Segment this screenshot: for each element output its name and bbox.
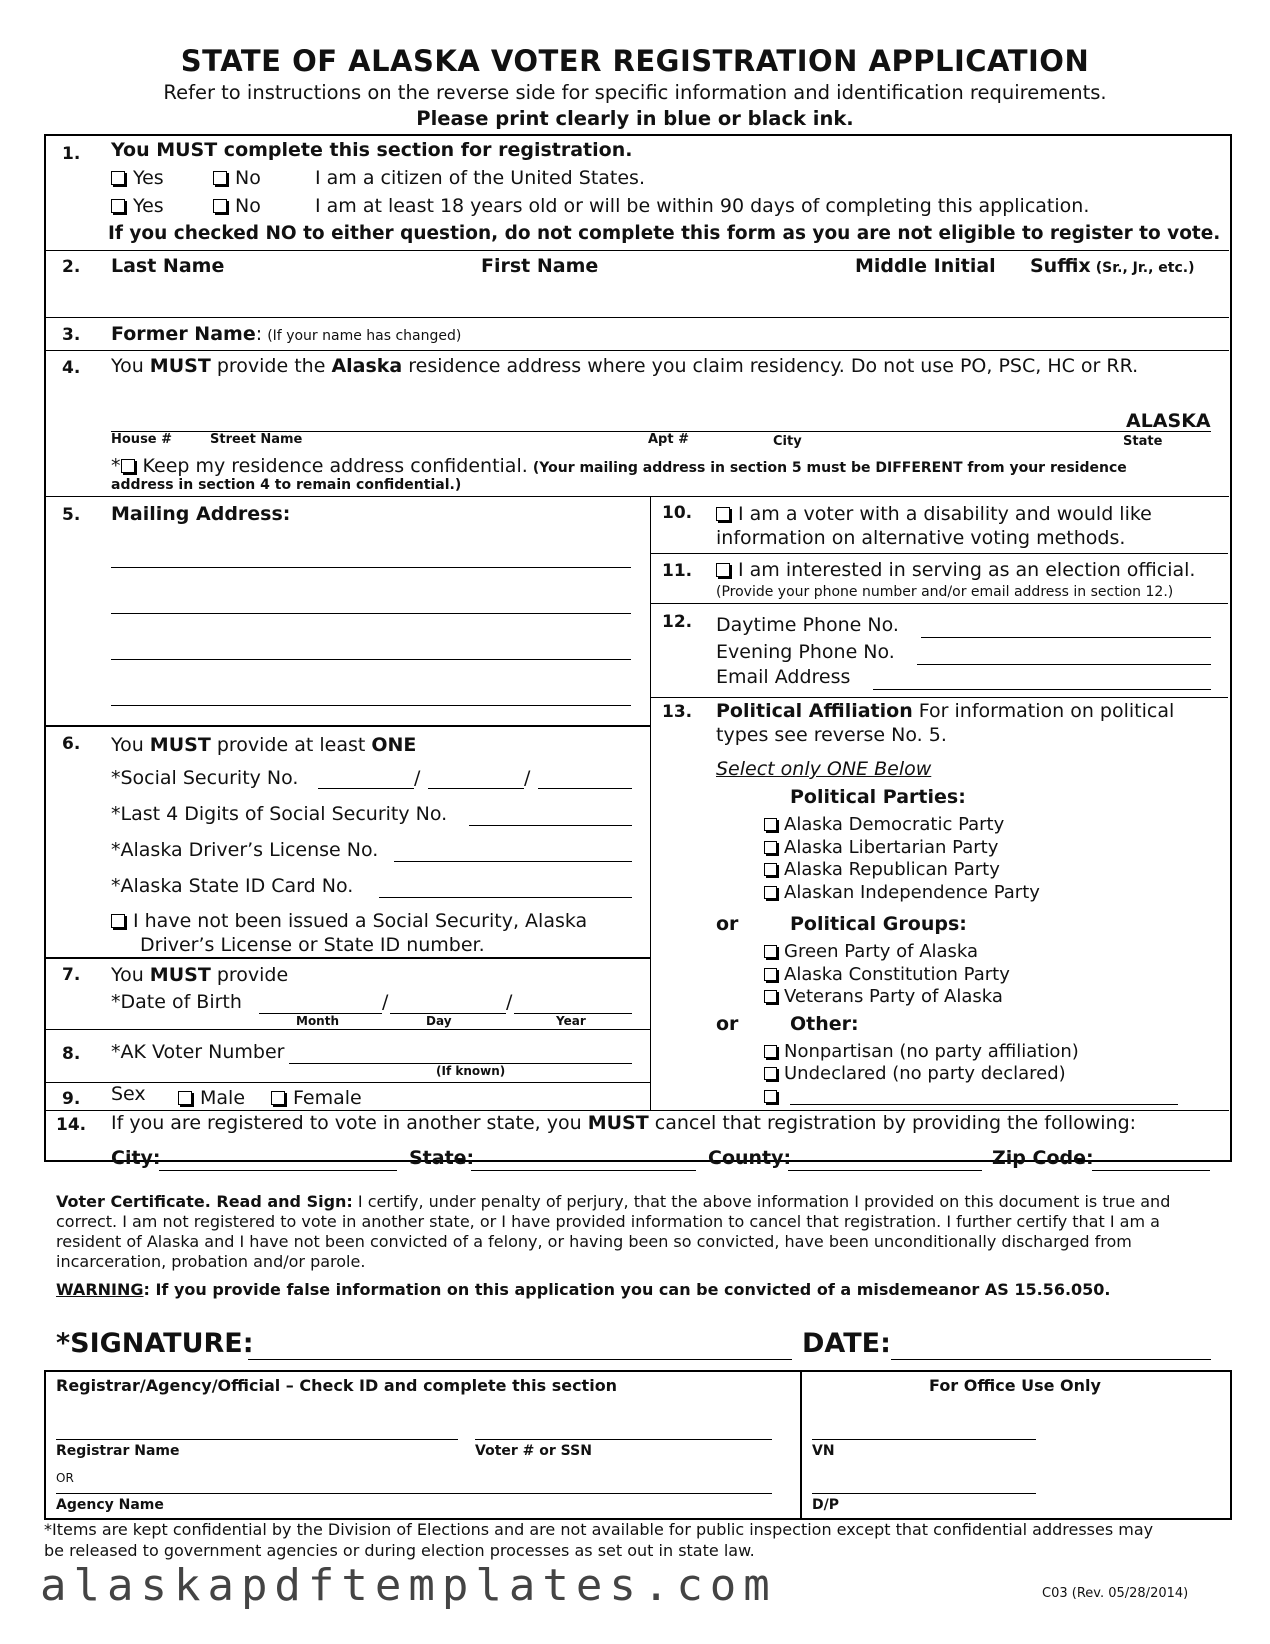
checkbox-icon[interactable] bbox=[764, 990, 777, 1003]
daytime-phone-field[interactable] bbox=[921, 637, 1211, 638]
divider bbox=[45, 1029, 650, 1030]
group-option[interactable]: Green Party of Alaska bbox=[764, 941, 978, 962]
confidential-footnote: *Items are kept confidential by the Division of Elections and are not available for public inspection except that confidential addresses may bbox=[44, 1520, 1154, 1539]
dp-label: D/P bbox=[812, 1497, 839, 1513]
voter-number-label: *AK Voter Number bbox=[111, 1041, 285, 1063]
section-number: 12. bbox=[662, 612, 693, 632]
other-heading: Other: bbox=[790, 1013, 859, 1035]
print-note: Please print clearly in blue or black ink. bbox=[416, 107, 854, 130]
ssn-label: *Social Security No. bbox=[111, 767, 299, 789]
vn-label: VN bbox=[812, 1443, 835, 1459]
section-number: 11. bbox=[662, 561, 693, 581]
section-number: 7. bbox=[62, 965, 81, 985]
year-label: Year bbox=[556, 1014, 586, 1028]
other-state-label: State: bbox=[409, 1147, 475, 1169]
state-value: ALASKA bbox=[1126, 410, 1211, 432]
agency-name-label: Agency Name bbox=[56, 1497, 164, 1513]
divider bbox=[45, 317, 1229, 318]
apt-label: Apt # bbox=[648, 432, 689, 447]
vn-field[interactable] bbox=[812, 1439, 1036, 1440]
party-option[interactable]: Alaska Republican Party bbox=[764, 859, 1000, 880]
sex-label: Sex bbox=[111, 1083, 146, 1105]
section-number: 2. bbox=[62, 257, 81, 277]
suffix-label: Suffix (Sr., Jr., etc.) bbox=[1030, 255, 1195, 277]
affiliation-heading: Political Affiliation For information on political bbox=[716, 700, 1175, 722]
confidential-footnote-cont: be released to government agencies or during election processes as set out in state law. bbox=[44, 1541, 755, 1560]
confidential-note: address in section 4 to remain confidential.) bbox=[111, 477, 462, 493]
group-option[interactable]: Alaska Constitution Party bbox=[764, 964, 1010, 985]
sex-male[interactable]: Male bbox=[178, 1087, 245, 1109]
other-zip-label: Zip Code: bbox=[992, 1147, 1094, 1169]
registrar-heading: Registrar/Agency/Official – Check ID and complete this section bbox=[56, 1376, 618, 1395]
affiliation-note: types see reverse No. 5. bbox=[716, 724, 947, 746]
checkbox-icon[interactable] bbox=[213, 171, 227, 185]
former-name-label: Former Name: (If your name has changed) bbox=[111, 323, 462, 345]
divider bbox=[45, 725, 650, 727]
slash: / bbox=[382, 991, 389, 1013]
election-official-option[interactable]: I am interested in serving as an election official. bbox=[716, 559, 1195, 581]
form-subtitle: Refer to instructions on the reverse side for specific information and identification requirements. bbox=[163, 81, 1107, 104]
checkbox-icon[interactable] bbox=[121, 459, 135, 473]
slash: / bbox=[414, 767, 421, 789]
revision-label: C03 (Rev. 05/28/2014) bbox=[1042, 1586, 1189, 1601]
political-parties-heading: Political Parties: bbox=[790, 786, 966, 808]
other-option[interactable]: Nonpartisan (no party affiliation) bbox=[764, 1041, 1079, 1062]
no-id-option-cont: Driver’s License or State ID number. bbox=[140, 934, 485, 956]
checkbox-icon[interactable] bbox=[716, 507, 730, 521]
state-id-label: *Alaska State ID Card No. bbox=[111, 875, 354, 897]
disability-option-cont: information on alternative voting methods. bbox=[716, 527, 1126, 549]
mailing-address-line-1[interactable] bbox=[111, 567, 631, 568]
divider bbox=[45, 496, 1229, 497]
ssn-part-3[interactable] bbox=[538, 788, 632, 789]
month-label: Month bbox=[296, 1014, 340, 1028]
other-county-label: County: bbox=[708, 1147, 792, 1169]
age-no[interactable]: No bbox=[213, 195, 261, 217]
other-state-instruction: If you are registered to vote in another state, you MUST cancel that registration by providing the following: bbox=[111, 1112, 1137, 1134]
drivers-license-label: *Alaska Driver’s License No. bbox=[111, 839, 379, 861]
residence-instruction: You MUST provide the Alaska residence address where you claim residency. Do not use PO, PSC, HC or RR. bbox=[111, 355, 1139, 377]
middle-initial-label: Middle Initial bbox=[855, 255, 996, 277]
city-label: City bbox=[773, 434, 802, 449]
warning-text: WARNING: If you provide false information on this application you can be convicted of a misdemeanor AS 15.56.050. bbox=[56, 1280, 1111, 1299]
id-instruction: You MUST provide at least ONE bbox=[111, 734, 417, 756]
other-write-in-field[interactable] bbox=[790, 1104, 1178, 1105]
checkbox-icon[interactable] bbox=[764, 945, 777, 958]
registrar-name-label: Registrar Name bbox=[56, 1443, 180, 1459]
checkbox-icon[interactable] bbox=[764, 863, 777, 876]
section-number: 3. bbox=[62, 325, 81, 345]
checkbox-icon[interactable] bbox=[764, 1090, 777, 1103]
dob-instruction: You MUST provide bbox=[111, 964, 289, 986]
section1-heading: You MUST complete this section for registration. bbox=[111, 139, 633, 161]
section-number: 8. bbox=[62, 1044, 81, 1064]
slash: / bbox=[524, 767, 531, 789]
voter-ssn-label: Voter # or SSN bbox=[475, 1443, 592, 1459]
divider bbox=[45, 350, 1229, 351]
section-number: 6. bbox=[62, 734, 81, 754]
drivers-license-field[interactable] bbox=[394, 861, 632, 862]
checkbox-icon[interactable] bbox=[111, 171, 125, 185]
election-official-note: (Provide your phone number and/or email address in section 12.) bbox=[716, 584, 1174, 600]
voter-certificate: Voter Certificate. Read and Sign: I certify, under penalty of perjury, that the above information I provided on this document is true and correct. I am not registered to vote in another state, or I have provided information to cancel that registration. I further certify that I am a resident of Alaska and I have not been convicted of a felony, or having been so convicted, have been unconditionally discharged from incarceration, probation and/or parole. bbox=[56, 1192, 1171, 1271]
checkbox-icon[interactable] bbox=[111, 914, 125, 928]
email-label: Email Address bbox=[716, 666, 851, 688]
other-city-label: City: bbox=[111, 1147, 161, 1169]
dob-label: *Date of Birth bbox=[111, 991, 242, 1013]
citizen-no[interactable]: No bbox=[213, 167, 261, 189]
or-label: or bbox=[716, 1013, 739, 1035]
other-write-in-option[interactable] bbox=[764, 1086, 784, 1107]
office-use-heading: For Office Use Only bbox=[929, 1376, 1101, 1395]
form-title: STATE OF ALASKA VOTER REGISTRATION APPLICATION bbox=[180, 44, 1090, 78]
divider bbox=[650, 553, 1228, 554]
street-label: Street Name bbox=[210, 432, 303, 447]
ssn4-field[interactable] bbox=[469, 825, 632, 826]
divider bbox=[650, 603, 1228, 604]
other-option[interactable]: Undeclared (no party declared) bbox=[764, 1063, 1066, 1084]
mailing-address-label: Mailing Address: bbox=[111, 503, 291, 525]
citizen-question: I am a citizen of the United States. bbox=[315, 167, 645, 189]
section-number: 9. bbox=[62, 1089, 81, 1109]
registrar-name-field[interactable] bbox=[56, 1439, 458, 1440]
checkbox-icon[interactable] bbox=[111, 199, 125, 213]
signature-field[interactable] bbox=[248, 1359, 792, 1360]
party-option[interactable]: Alaskan Independence Party bbox=[764, 882, 1040, 903]
if-known-note: (If known) bbox=[436, 1064, 506, 1078]
divider bbox=[45, 250, 1229, 251]
checkbox-icon[interactable] bbox=[764, 841, 777, 854]
email-field[interactable] bbox=[873, 689, 1211, 690]
agency-name-field[interactable] bbox=[56, 1493, 772, 1494]
state-label: State bbox=[1123, 434, 1163, 449]
checkbox-icon[interactable] bbox=[764, 1045, 777, 1058]
day-label: Day bbox=[426, 1014, 452, 1028]
section-number: 4. bbox=[62, 358, 81, 378]
site-watermark: alaskapdftemplates.com bbox=[40, 1560, 777, 1611]
divider bbox=[45, 957, 650, 959]
house-label: House # bbox=[111, 432, 173, 447]
political-groups-heading: Political Groups: bbox=[790, 913, 967, 935]
disability-option[interactable]: I am a voter with a disability and would like bbox=[716, 503, 1152, 525]
checkbox-icon[interactable] bbox=[764, 1067, 777, 1080]
section-number: 14. bbox=[56, 1115, 87, 1135]
state-id-field[interactable] bbox=[379, 897, 632, 898]
last-name-label: Last Name bbox=[111, 255, 225, 277]
evening-phone-label: Evening Phone No. bbox=[716, 641, 895, 663]
voter-ssn-field[interactable] bbox=[475, 1439, 772, 1440]
ssn4-label: *Last 4 Digits of Social Security No. bbox=[111, 803, 448, 825]
other-zip-field[interactable] bbox=[1092, 1170, 1210, 1171]
section-number: 13. bbox=[662, 702, 693, 722]
date-label: DATE: bbox=[802, 1328, 891, 1359]
section-number: 1. bbox=[62, 144, 81, 164]
daytime-phone-label: Daytime Phone No. bbox=[716, 614, 899, 636]
checkbox-icon[interactable] bbox=[213, 199, 227, 213]
citizen-yes[interactable]: Yes bbox=[111, 167, 164, 189]
or-label: OR bbox=[56, 1471, 74, 1485]
age-question: I am at least 18 years old or will be within 90 days of completing this application. bbox=[315, 195, 1090, 217]
eligibility-warning: If you checked NO to either question, do not complete this form as you are not eligible to register to vote. bbox=[108, 223, 1221, 244]
ssn-part-2[interactable] bbox=[428, 788, 524, 789]
section-number: 5. bbox=[62, 505, 81, 525]
first-name-label: First Name bbox=[481, 255, 599, 277]
other-county-field[interactable] bbox=[788, 1170, 982, 1171]
select-one-note: Select only ONE Below bbox=[716, 758, 932, 780]
dp-field[interactable] bbox=[812, 1493, 1036, 1494]
slash: / bbox=[506, 991, 513, 1013]
column-divider bbox=[650, 496, 651, 1110]
other-state-field[interactable] bbox=[471, 1170, 696, 1171]
sex-female[interactable]: Female bbox=[271, 1087, 362, 1109]
party-option[interactable]: Alaska Libertarian Party bbox=[764, 837, 998, 858]
checkbox-icon[interactable] bbox=[271, 1091, 285, 1105]
mailing-address-line-2[interactable] bbox=[111, 613, 631, 614]
checkbox-icon[interactable] bbox=[178, 1091, 192, 1105]
other-city-field[interactable] bbox=[159, 1170, 397, 1171]
checkbox-icon[interactable] bbox=[764, 886, 777, 899]
checkbox-icon[interactable] bbox=[764, 818, 777, 831]
divider bbox=[45, 1110, 1229, 1111]
confidential-option[interactable]: * Keep my residence address confidential. (Your mailing address in section 5 must be DIFFERENT from your residence bbox=[111, 455, 1127, 477]
checkbox-icon[interactable] bbox=[716, 563, 730, 577]
or-label: or bbox=[716, 913, 739, 935]
evening-phone-field[interactable] bbox=[917, 664, 1211, 665]
checkbox-icon[interactable] bbox=[764, 968, 777, 981]
mailing-address-line-4[interactable] bbox=[111, 705, 631, 706]
signature-label: *SIGNATURE: bbox=[56, 1328, 254, 1359]
group-option[interactable]: Veterans Party of Alaska bbox=[764, 986, 1003, 1007]
no-id-option[interactable]: I have not been issued a Social Security, Alaska bbox=[111, 910, 587, 932]
age-yes[interactable]: Yes bbox=[111, 195, 164, 217]
mailing-address-line-3[interactable] bbox=[111, 659, 631, 660]
date-field[interactable] bbox=[891, 1359, 1211, 1360]
ssn-part-1[interactable] bbox=[318, 788, 414, 789]
party-option[interactable]: Alaska Democratic Party bbox=[764, 814, 1004, 835]
section-number: 10. bbox=[662, 503, 693, 523]
divider bbox=[650, 697, 1228, 698]
